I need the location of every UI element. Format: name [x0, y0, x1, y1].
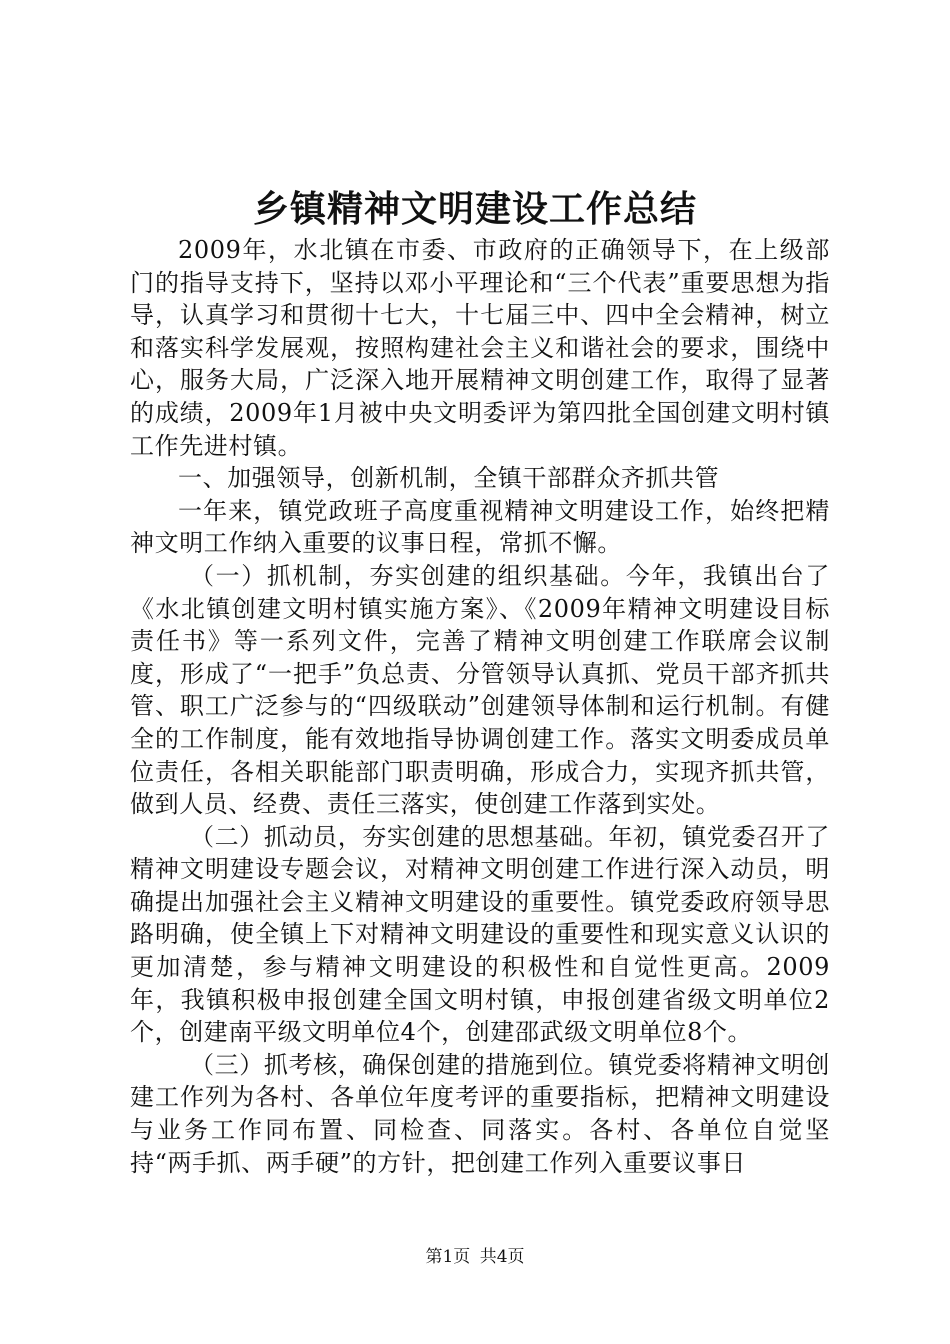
page-footer [0, 1246, 950, 1268]
paragraph-item-3: （三）抓考核，确保创建的措施到位。镇党委将精神文明创建工作列为各村、各单位年度考评的重要指标，把精神文明建设与业务工作同布置、同检查、同落实。各村、各单位自觉坚持“两手抓、两手硬”的方针，把创建工作列入重要议事日 [130, 1050, 830, 1177]
document-body [130, 234, 830, 1179]
section-heading-1: 一、加强领导，创新机制，全镇干部群众齐抓共管 [178, 464, 720, 493]
paragraph-section-1-intro: 一年来，镇党政班子高度重视精神文明建设工作，始终把精神文明工作纳入重要的议事日程，常抓不懈。 [130, 496, 830, 558]
document-title: 乡镇精神文明建设工作总结 [252, 188, 697, 230]
paragraph-intro: 2009年，水北镇在市委、市政府的正确领导下，在上级部门的指导支持下，坚持以邓小平理论和“三个代表”重要思想为指导，认真学习和贯彻十七大，十七届三中、四中全会精神，树立和落实科学发展观，按照构建社会主义和谐社会的要求，围绕中心，服务大局，广泛深入地开展精神文明创建工作，取得了显著的成绩，2009年1月被中央文明委评为第四批全国创建文明村镇工作先进村镇。 [130, 236, 830, 460]
paragraph-item-1: （一）抓机制，夯实创建的组织基础。今年，我镇出台了《水北镇创建文明村镇实施方案》、《2009年精神文明建设目标责任书》等一系列文件，完善了精神文明创建工作联席会议制度，形成了“一把手”负总责、分管领导认真抓、党员干部齐抓共管、职工广泛参与的“四级联动”创建领导体制和运行机制。有健全的工作制度，能有效地指导协调创建工作。落实文明委成员单位责任，各相关职能部门职责明确，形成合力，实现齐抓共管，做到人员、经费、责任三落实，使创建工作落到实处。 [130, 561, 830, 819]
page-number: 第1页 [425, 1247, 471, 1267]
paragraph-item-2: （二）抓动员，夯实创建的思想基础。年初，镇党委召开了精神文明建设专题会议，对精神文明创建工作进行深入动员，明确提出加强社会主义精神文明建设的重要性。镇党委政府领导思路明确，使全镇上下对精神文明建设的重要性和现实意义认识的更加清楚，参与精神文明建设的积极性和自觉性更高。2009年，我镇积极申报创建全国文明村镇，申报创建省级文明单位2个，创建南平级文明单位4个，创建邵武级文明单位8个。 [130, 822, 830, 1047]
page-total: 共4页 [479, 1247, 525, 1267]
